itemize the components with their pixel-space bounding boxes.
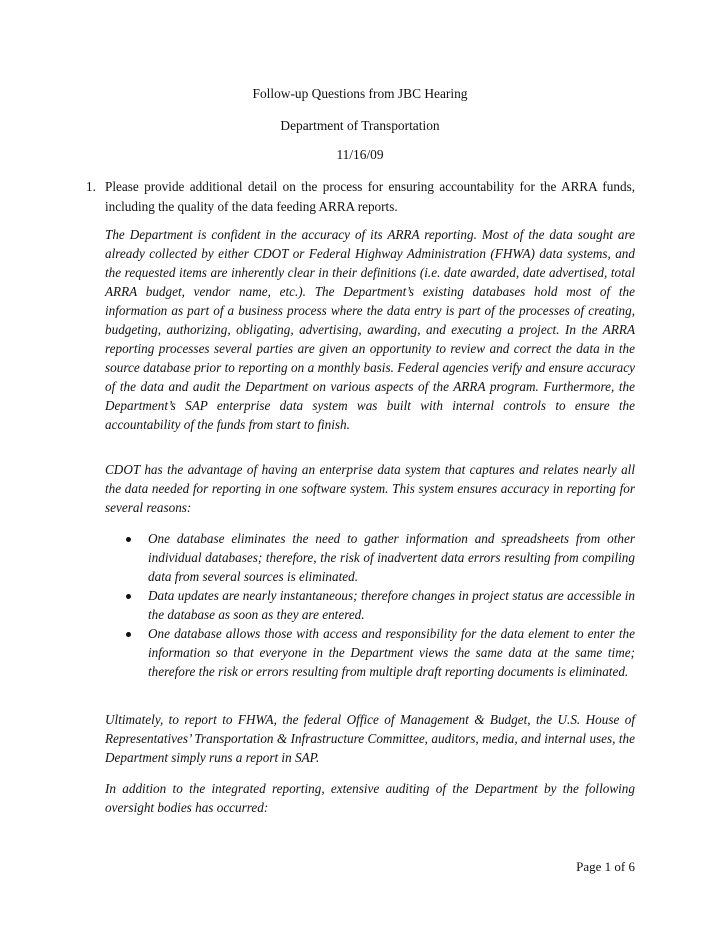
question-number: 1.: [86, 179, 96, 194]
answer-paragraph-2: CDOT has the advantage of having an enterprise data system that captures and relates nearly all the data needed for reporting in one software system. This system ensures accuracy in reporting for several reasons:: [105, 462, 635, 515]
answer-paragraph-4: In addition to the integrated reporting, extensive auditing of the Department by the following oversight bodies has occurred:: [105, 781, 635, 815]
list-item: [126, 586, 635, 624]
question-text: Please provide additional detail on the process for ensuring accountability for the ARRA funds, including the quality of the data feeding ARRA reports.: [105, 179, 635, 214]
document-title: Follow-up Questions from JBC Hearing: [252, 86, 468, 101]
accuracy-reasons-list: [126, 529, 635, 681]
department-name: Department of Transportation: [280, 118, 440, 133]
document-date: 11/16/09: [336, 147, 384, 162]
list-item: [126, 624, 635, 681]
bullet-icon: [126, 537, 131, 542]
list-item-text: One database eliminates the need to gather information and spreadsheets from other individual databases; therefore, the risk of inadvertent data errors resulting from compiling data from several sources is eliminated.: [148, 531, 635, 584]
question-1: [86, 177, 635, 216]
answer-paragraph-1: The Department is confident in the accuracy of its ARRA reporting. Most of the data sought are already collected by either CDOT or Federal Highway Administration (FHWA) data systems, and the requested items are inherently clear in their definitions (i.e. date awarded, date advertised, total ARRA budget, vendor name, etc.). The Department’s existing databases hold most of the information as part of a business process where the data entry is part of the processes of creating, budgeting, authorizing, obligating, advertising, awarding, and executing a project. In the ARRA reporting processes several parties are given an opportunity to review and correct the data in the source database prior to reporting on a monthly basis. Federal agencies verify and ensure accuracy of the data and audit the Department on various aspects of the ARRA program. Furthermore, the Department’s SAP enterprise data system was built with internal controls to ensure the accountability of the funds from start to finish.: [105, 227, 635, 432]
list-item-text: Data updates are nearly instantaneous; therefore changes in project status are accessible in the database as soon as they are entered.: [148, 588, 635, 622]
bullet-icon: [126, 632, 131, 637]
list-item-text: One database allows those with access and responsibility for the data element to enter the information so that everyone in the Department views the same data at the same time; therefore the risk or errors resulting from multiple draft reporting documents is eliminated.: [148, 626, 635, 679]
page-number: Page 1 of 6: [576, 859, 635, 874]
bullet-icon: [126, 594, 131, 599]
list-item: [126, 529, 635, 586]
answer-paragraph-3: Ultimately, to report to FHWA, the federal Office of Management & Budget, the U.S. House of Representatives’ Transportation & Infrastructure Committee, auditors, media, and internal uses, the Department simply runs a report in SAP.: [105, 712, 635, 765]
